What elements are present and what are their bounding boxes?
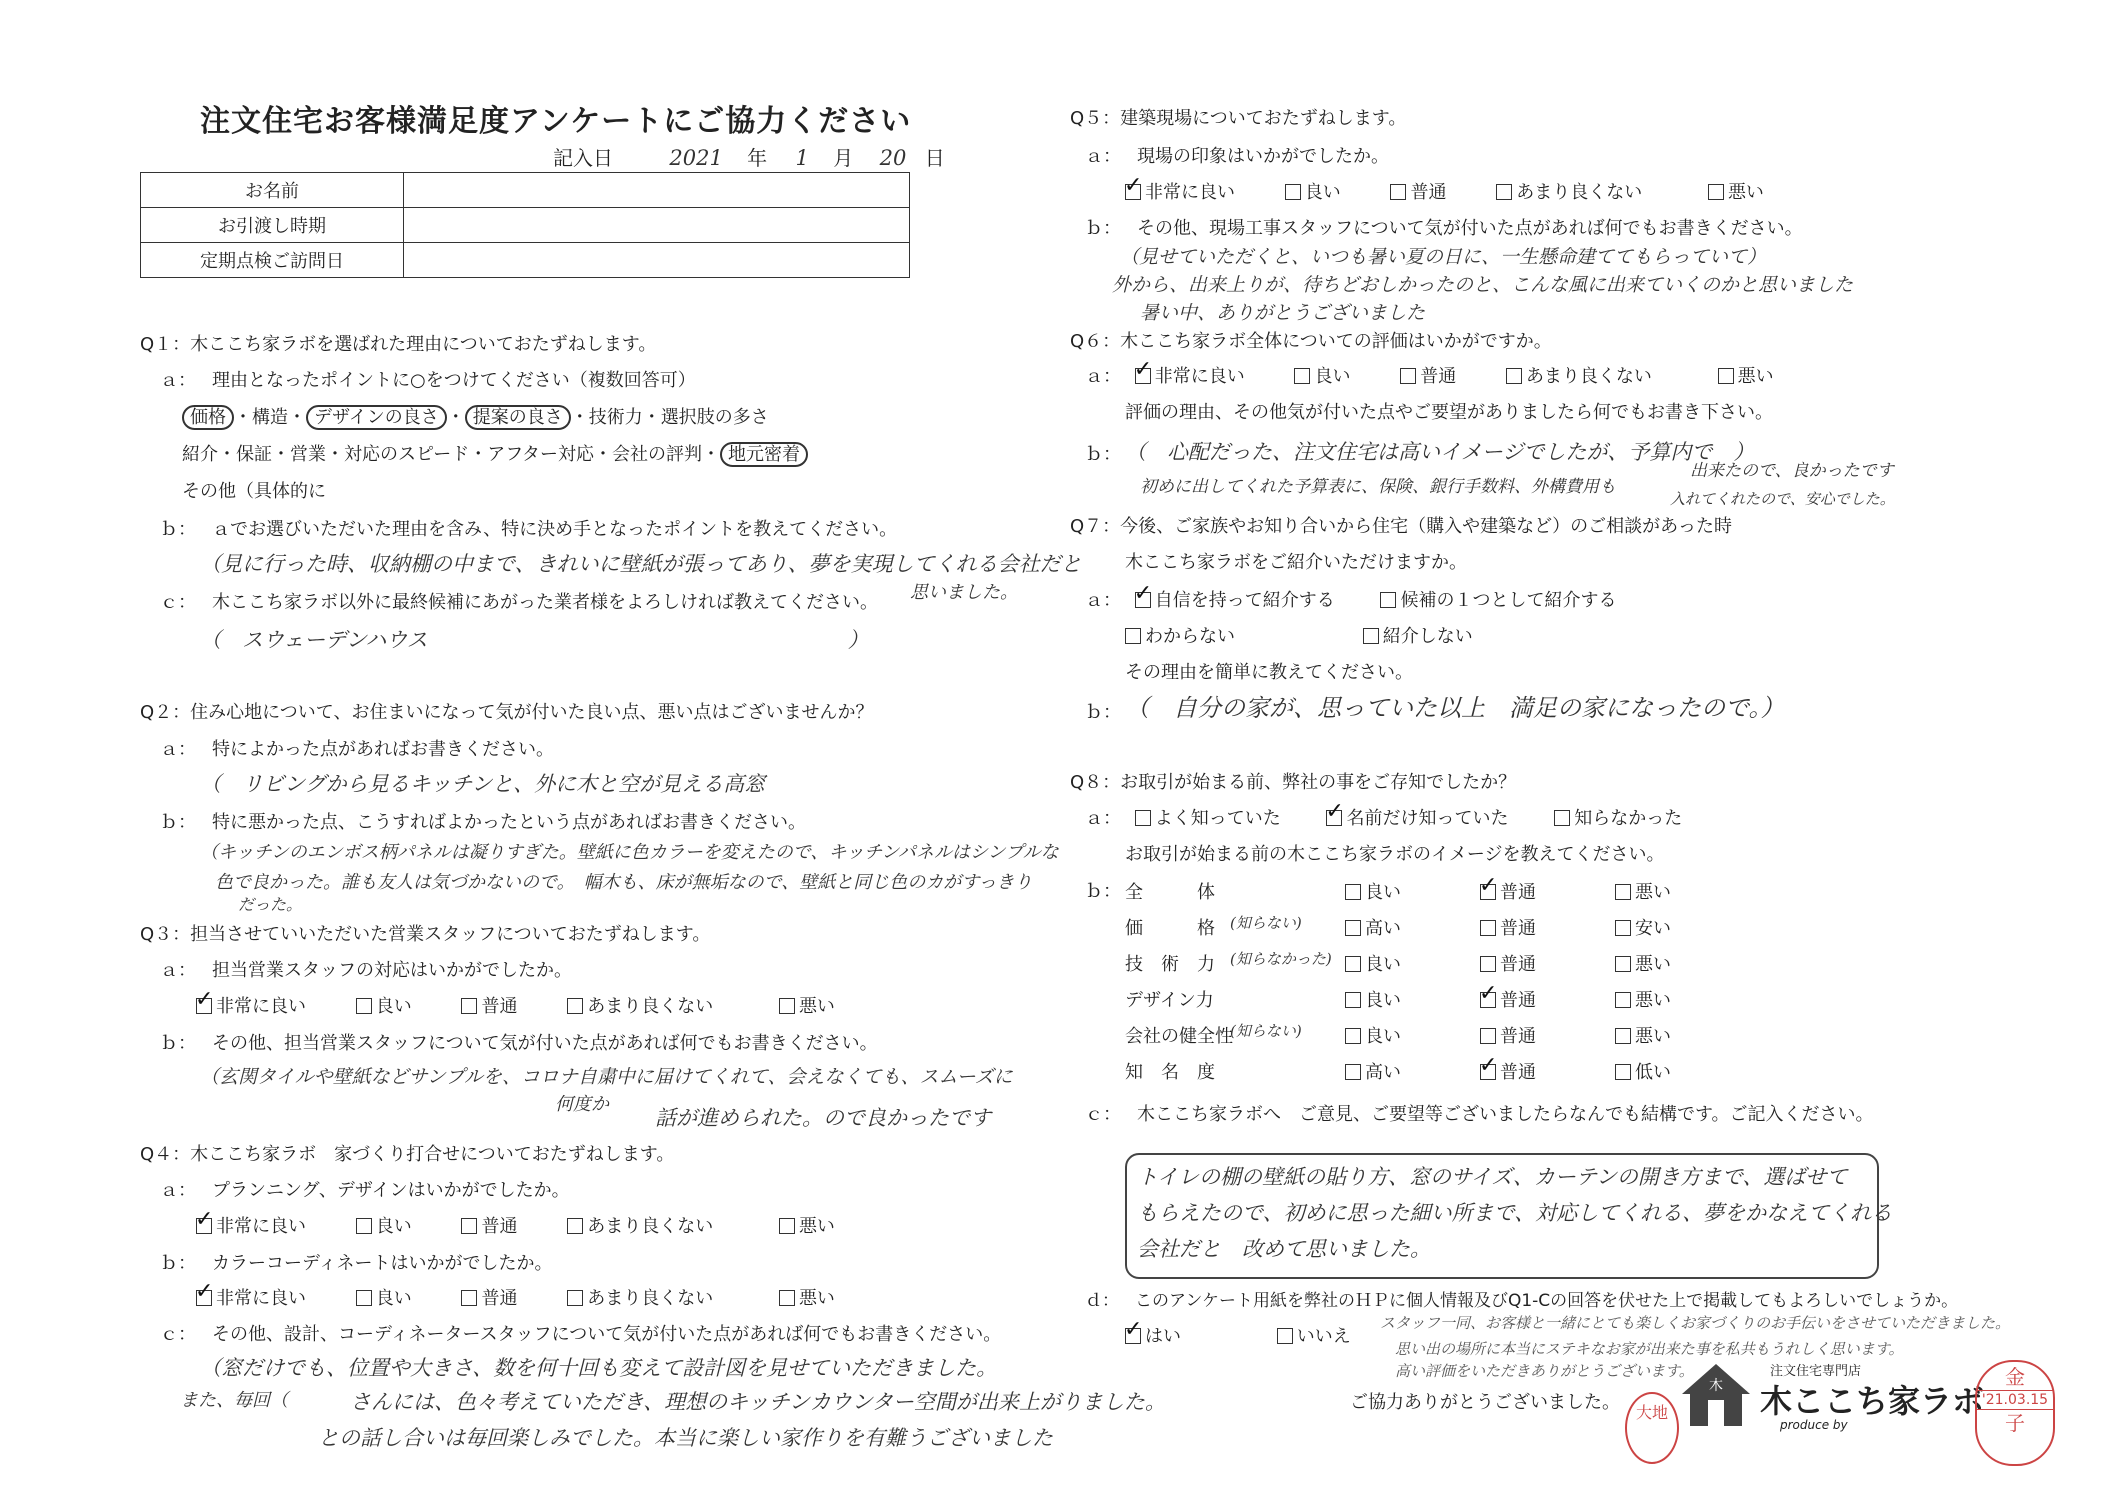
q2b-text: ｂ： 特に悪かった点、こうすればよかったという点があればお書きください。 [160,812,806,833]
q3a-opt-5[interactable]: 悪い [779,996,835,1017]
q6a-opt-3[interactable]: 普通 [1400,366,1456,387]
q8b-row-note: (知らない) [1230,914,1302,932]
stamp-right: 金 '21.03.15 子 [1975,1360,2055,1466]
q1-opt-proposal[interactable]: 提案の良さ [465,405,571,430]
name-label: お名前 [141,173,404,208]
q6-reason-text: 評価の理由、その他気が付いた点やご要望がありましたら何でもお書き下さい。 [1125,402,1773,423]
q8-heading: Q８：お取引が始まる前、弊社の事をご存知でしたか？ [1070,772,1517,793]
q4a-opt-3[interactable]: 普通 [461,1216,517,1237]
q8b-row-option[interactable]: 高い [1345,914,1401,940]
q8c-comment-box[interactable] [1125,1153,1893,1279]
q4a-opt-2[interactable]: 良い [356,1216,412,1237]
q8b-row-note: (知らなかった) [1230,950,1332,968]
q8b-row-option[interactable]: 高い [1345,1058,1401,1084]
q8c-answer-1: トイレの棚の壁紙の貼り方、窓のサイズ、カーテンの開き方まで、選ばせて [1137,1165,1848,1189]
q8b-row-option[interactable]: 悪い [1615,950,1671,976]
q8d-opt-yes[interactable]: ✓はい [1125,1326,1181,1347]
q4a-options [196,1212,835,1238]
q1-opt-after[interactable]: アフター対応 [487,444,595,465]
q8b-row-label: 知 名 度 [1125,1062,1215,1083]
q8b-row-option[interactable]: 普通 [1480,914,1536,940]
q8b-row-option[interactable]: 悪い [1615,1022,1671,1048]
q8-image-text: お取引が始まる前の木ここち家ラボのイメージを教えてください。 [1125,844,1665,865]
q1-opt-warranty[interactable]: 保証 [236,444,272,465]
q4b-opt-3[interactable]: 普通 [461,1288,517,1309]
q8b-row-label: デザイン力 [1125,990,1214,1011]
q5a-opt-5[interactable]: 悪い [1708,182,1764,203]
q1-heading: Q１：木ここち家ラボを選ばれた理由についておたずねします。 [140,334,657,355]
q7a-opt-1[interactable]: ✓ 自信を持って紹介する [1135,590,1335,611]
q5a-options [1125,178,1764,204]
q1b-answer-2: 思いました。 [910,582,1018,603]
customer-info-table [140,172,910,278]
q8b-row-label: 全 体 [1125,882,1215,903]
q8b-row-option[interactable]: 普通 [1480,1022,1536,1048]
q3a-text: ａ： 担当営業スタッフの対応はいかがでしたか。 [160,960,572,981]
q6a-opt-1[interactable]: ✓ 非常に良い [1135,366,1245,387]
q4b-opt-2[interactable]: 良い [356,1288,412,1309]
q4c-answer-3: さんには、色々考えていただき、理想のキッチンカウンター空間が出来上がりました。 [350,1390,1166,1414]
staff-note-2: 思い出の場所に本当にステキなお家が出来た事を私共もうれしく思います。 [1395,1340,1904,1358]
q4b-opt-4[interactable]: あまり良くない [567,1288,713,1309]
svg-text:木: 木 [1709,1378,1723,1394]
q1-opt-local[interactable]: 地元密着 [720,442,808,467]
q8b-row-option[interactable]: 良い [1345,1022,1401,1048]
entry-date: 記入日 2021 年 1 月 20 日 [553,146,945,170]
inspection-label: 定期点検ご訪問日 [141,243,404,278]
q1-opt-sales[interactable]: 営業 [290,444,326,465]
handover-label: お引渡し時期 [141,208,404,243]
q5b-answer-1: （見せていただくと、いつも暑い夏の日に、一生懸命建ててもらっていて） [1120,246,1767,268]
q7b-label: ｂ： [1085,702,1121,723]
q1-opt-structure[interactable]: 構造 [252,407,288,428]
q1-opt-price[interactable]: 価格 [182,405,234,430]
q1b-text: ｂ： ａでお選びいただいた理由を含み、特に決め手となったポイントを教えてください。 [160,519,898,540]
q5a-opt-4[interactable]: あまり良くない [1496,182,1642,203]
q7a-options-2 [1125,622,1473,648]
q8b-label: ｂ： [1085,881,1121,902]
q1a-text: ａ： 理由となったポイントに○をつけてください（複数回答可） [160,370,696,391]
q8b-row-option[interactable]: 低い [1615,1058,1671,1084]
name-field[interactable] [404,173,910,208]
q8b-row-option[interactable]: ✓ 普通 [1480,986,1536,1012]
q8c-answer-3: 会社だと 改めて思いました。 [1137,1237,1431,1261]
q5-heading: Q５：建築現場についておたずねします。 [1070,108,1407,129]
q7a-options-1: ａ： ✓ 自信を持って紹介する 候補の１つとして紹介する [1085,586,1616,612]
q1-opt-choices[interactable]: 選択肢の多さ [660,407,769,428]
q4c-answer-1: （窓だけでも、位置や大きさ、数を何十回も変えて設計図を見せていただきました。 [200,1356,998,1380]
q8a-opt-1[interactable]: よく知っていた [1135,808,1281,829]
q8b-row-option[interactable]: 悪い [1615,878,1671,904]
logo-name: 木ここち家ラボ [1760,1382,1985,1420]
q7-heading: Q７：今後、ご家族やお知り合いから住宅（購入や建築など）のご相談があった時 [1070,516,1732,537]
q8b-row-option[interactable]: 良い [1345,878,1401,904]
q6a-options: ａ： ✓ 非常に良い 良い 普通 あまり良くない 悪い [1085,362,1774,388]
q5b-text: ｂ： その他、現場工事スタッフについて気が付いた点があれば何でもお書きください。 [1085,218,1803,239]
q8b-row-label: 会社の健全性 [1125,1026,1233,1047]
handover-field[interactable] [404,208,910,243]
q7a-opt-3[interactable]: わからない [1125,626,1235,647]
q8d-text: ｄ： このアンケート用紙を弊社のＨＰに個人情報及びQ1-Cの回答を伏せた上で掲載してもよろしいでしょうか。 [1085,1291,1959,1311]
logo-shop: 注文住宅専門店 [1770,1364,1862,1379]
q1-opt-tech[interactable]: 技術力 [588,407,643,428]
q3-heading: Q３：担当させていいただいた営業スタッフについておたずねします。 [140,924,711,945]
thanks-text: ご協力ありがとうございました。 [1350,1392,1620,1413]
q6-heading: Q６：木ここち家ラボ全体についての評価はいかがですか。 [1070,331,1552,352]
q6a-opt-2[interactable]: 良い [1294,366,1350,387]
stamp-left: 大地 [1625,1392,1679,1464]
q2b-answer-1: （キッチンのエンボス柄パネルは凝りすぎた。壁紙に色カラーを変えたので、キッチンパネルはシンプルな [200,842,1059,863]
q8c-text: ｃ： 木ここち家ラボへ ご意見、ご要望等ございましたらなんでも結構です。ご記入ください。 [1085,1104,1874,1125]
q8b-row-note: (知らない) [1230,1022,1302,1040]
q8b-row-label: 技 術 力 [1125,954,1215,975]
q1c-answer: （ スウェーデンハウス ） [200,628,869,652]
q4c-answer-2: また、毎回（ [180,1390,288,1411]
q4a-text: ａ： プランニング、デザインはいかがでしたか。 [160,1180,570,1201]
q8b-row-option[interactable]: 悪い [1615,986,1671,1012]
q5b-answer-2: 外から、出来上りが、待ちどおしかったのと、こんな風に出来ていくのかと思いました [1112,274,1854,296]
q3a-opt-3[interactable]: 普通 [461,996,517,1017]
q1-options-line2: 紹介・保証・営業・対応のスピード・アフター対応・会社の評判・ 地元密着 [182,440,808,466]
q5a-opt-1[interactable]: ✓非常に良い [1125,182,1235,203]
q4a-opt-5[interactable]: 悪い [779,1216,835,1237]
q5b-answer-3: 暑い中、ありがとうございました [1140,302,1426,324]
q4b-opt-1[interactable]: ✓非常に良い [196,1288,306,1309]
q8a-opt-2[interactable]: ✓ 名前だけ知っていた [1326,808,1508,829]
q6b-label: ｂ： [1085,444,1121,465]
q4b-options [196,1284,835,1310]
q3a-opt-1[interactable]: ✓非常に良い [196,996,306,1017]
q1-options-line1: 価格 ・構造・ デザインの良さ ・ 提案の良さ ・技術力・選択肢の多さ [182,403,769,429]
q2-heading: Q２：住み心地について、お住まいになって気が付いた良い点、悪い点はございませんか？ [140,702,874,723]
q4c-text: ｃ： その他、設計、コーディネータースタッフについて気が付いた点があれば何でもお書きください。 [160,1324,1002,1345]
q8c-answer-2: もらえたので、初めに思った細い所まで、対応してくれる、夢をかなえてくれる [1137,1201,1893,1225]
logo-produce: produce by [1780,1418,1848,1432]
q1-other: その他（具体的に [182,481,326,502]
page-title: 注文住宅お客様満足度アンケートにご協力ください [200,104,912,139]
q6b-answer-1: （ 心配だった、注文住宅は高いイメージでしたが、予算内で ） [1125,440,1755,464]
q2a-text: ａ： 特によかった点があればお書きください。 [160,739,554,760]
q5a-opt-3[interactable]: 普通 [1390,182,1446,203]
q3a-options [196,992,835,1018]
q1c-text: ｃ： 木ここち家ラボ以外に最終候補にあがった業者様をよろしければ教えてください。 [160,592,878,613]
q8b-row-option[interactable]: ✓ 普通 [1480,1058,1536,1084]
q1-opt-reputation[interactable]: 会社の評判 [612,444,703,465]
staff-note-3: 高い評価をいただきありがとうございます。 [1395,1362,1694,1380]
q2a-answer: （ リビングから見るキッチンと、外に木と空が見える高窓 [200,772,766,796]
q2b-answer-3: だった。 [238,895,303,914]
q7-heading-2: 木ここち家ラボをご紹介いただけますか。 [1125,552,1467,573]
q3b-answer-2: 何度か [555,1094,609,1115]
q8a-opt-3[interactable]: 知らなかった [1554,808,1682,829]
q3a-opt-4[interactable]: あまり良くない [567,996,713,1017]
q4b-text: ｂ： カラーコーディネートはいかがでしたか。 [160,1253,553,1274]
q6a-opt-5[interactable]: 悪い [1718,366,1774,387]
q2b-answer-2: 色で良かった。誰も友人は気づかないので。 幅木も、床が無垢なので、壁紙と同じ色のカがすっきり [215,872,1033,893]
q8a-options: ａ： よく知っていた ✓ 名前だけ知っていた 知らなかった [1085,804,1682,830]
q6b-answer-2: 出来たので、良かったです [1690,461,1894,481]
q8b-row-option[interactable]: 安い [1615,914,1671,940]
q6a-opt-4[interactable]: あまり良くない [1506,366,1652,387]
q7a-opt-4[interactable]: 紹介しない [1363,626,1473,647]
q3b-answer-1: （玄関タイルや壁紙などサンプルを、コロナ自粛中に届けてくれて、会えなくても、スムーズに [200,1066,1013,1088]
q8d-options [1125,1322,1351,1348]
q4c-answer-4: との話し合いは毎回楽しみでした。本当に楽しい家作りを有難うございました [318,1426,1053,1450]
q1-opt-design[interactable]: デザインの良さ [306,405,447,430]
house-logo-icon [1680,1360,1752,1430]
q1-opt-speed[interactable]: 対応のスピード [344,444,470,465]
q1b-answer: （見に行った時、収納棚の中まで、きれいに壁紙が張ってあり、夢を実現してくれる会社だと [200,552,1082,576]
q4a-opt-4[interactable]: あまり良くない [567,1216,713,1237]
q5a-opt-2[interactable]: 良い [1285,182,1341,203]
q3a-opt-2[interactable]: 良い [356,996,412,1017]
staff-note-1: スタッフ一同、お客様と一緒にとても楽しくお家づくりのお手伝いをさせていただきました。 [1380,1314,2011,1332]
q8b-row-option[interactable]: 良い [1345,950,1401,976]
q4b-opt-5[interactable]: 悪い [779,1288,835,1309]
q4-heading: Q４：木ここち家ラボ 家づくり打合せについておたずねします。 [140,1144,675,1165]
q8b-row-option[interactable]: ✓ 普通 [1480,878,1536,904]
q7b-answer: （ 自分の家が、思っていた以上 満足の家になったので。） [1125,694,1785,722]
q8b-row-option[interactable]: 普通 [1480,950,1536,976]
q1-opt-referral[interactable]: 紹介 [182,444,218,465]
q3b-answer-3: 話が進められた。ので良かったです [655,1106,991,1130]
q3b-text: ｂ： その他、担当営業スタッフについて気が付いた点があれば何でもお書きください。 [160,1033,878,1054]
q8b-row-label: 価 格 [1125,918,1215,939]
q6b-answer-3: 初めに出してくれた予算表に、保険、銀行手数料、外構費用も [1140,477,1616,497]
inspection-field[interactable] [404,243,910,278]
q8d-opt-no[interactable]: いいえ [1277,1326,1351,1347]
q5a-text: ａ： 現場の印象はいかがでしたか。 [1085,146,1389,167]
q8b-row-option[interactable]: 良い [1345,986,1401,1012]
q6b-answer-4: 入れてくれたので、安心でした。 [1670,490,1895,508]
q7-reason-text: その理由を簡単に教えてください。 [1125,662,1413,683]
q7a-opt-2[interactable]: 候補の１つとして紹介する [1380,590,1616,611]
q4a-opt-1[interactable]: ✓非常に良い [196,1216,306,1237]
